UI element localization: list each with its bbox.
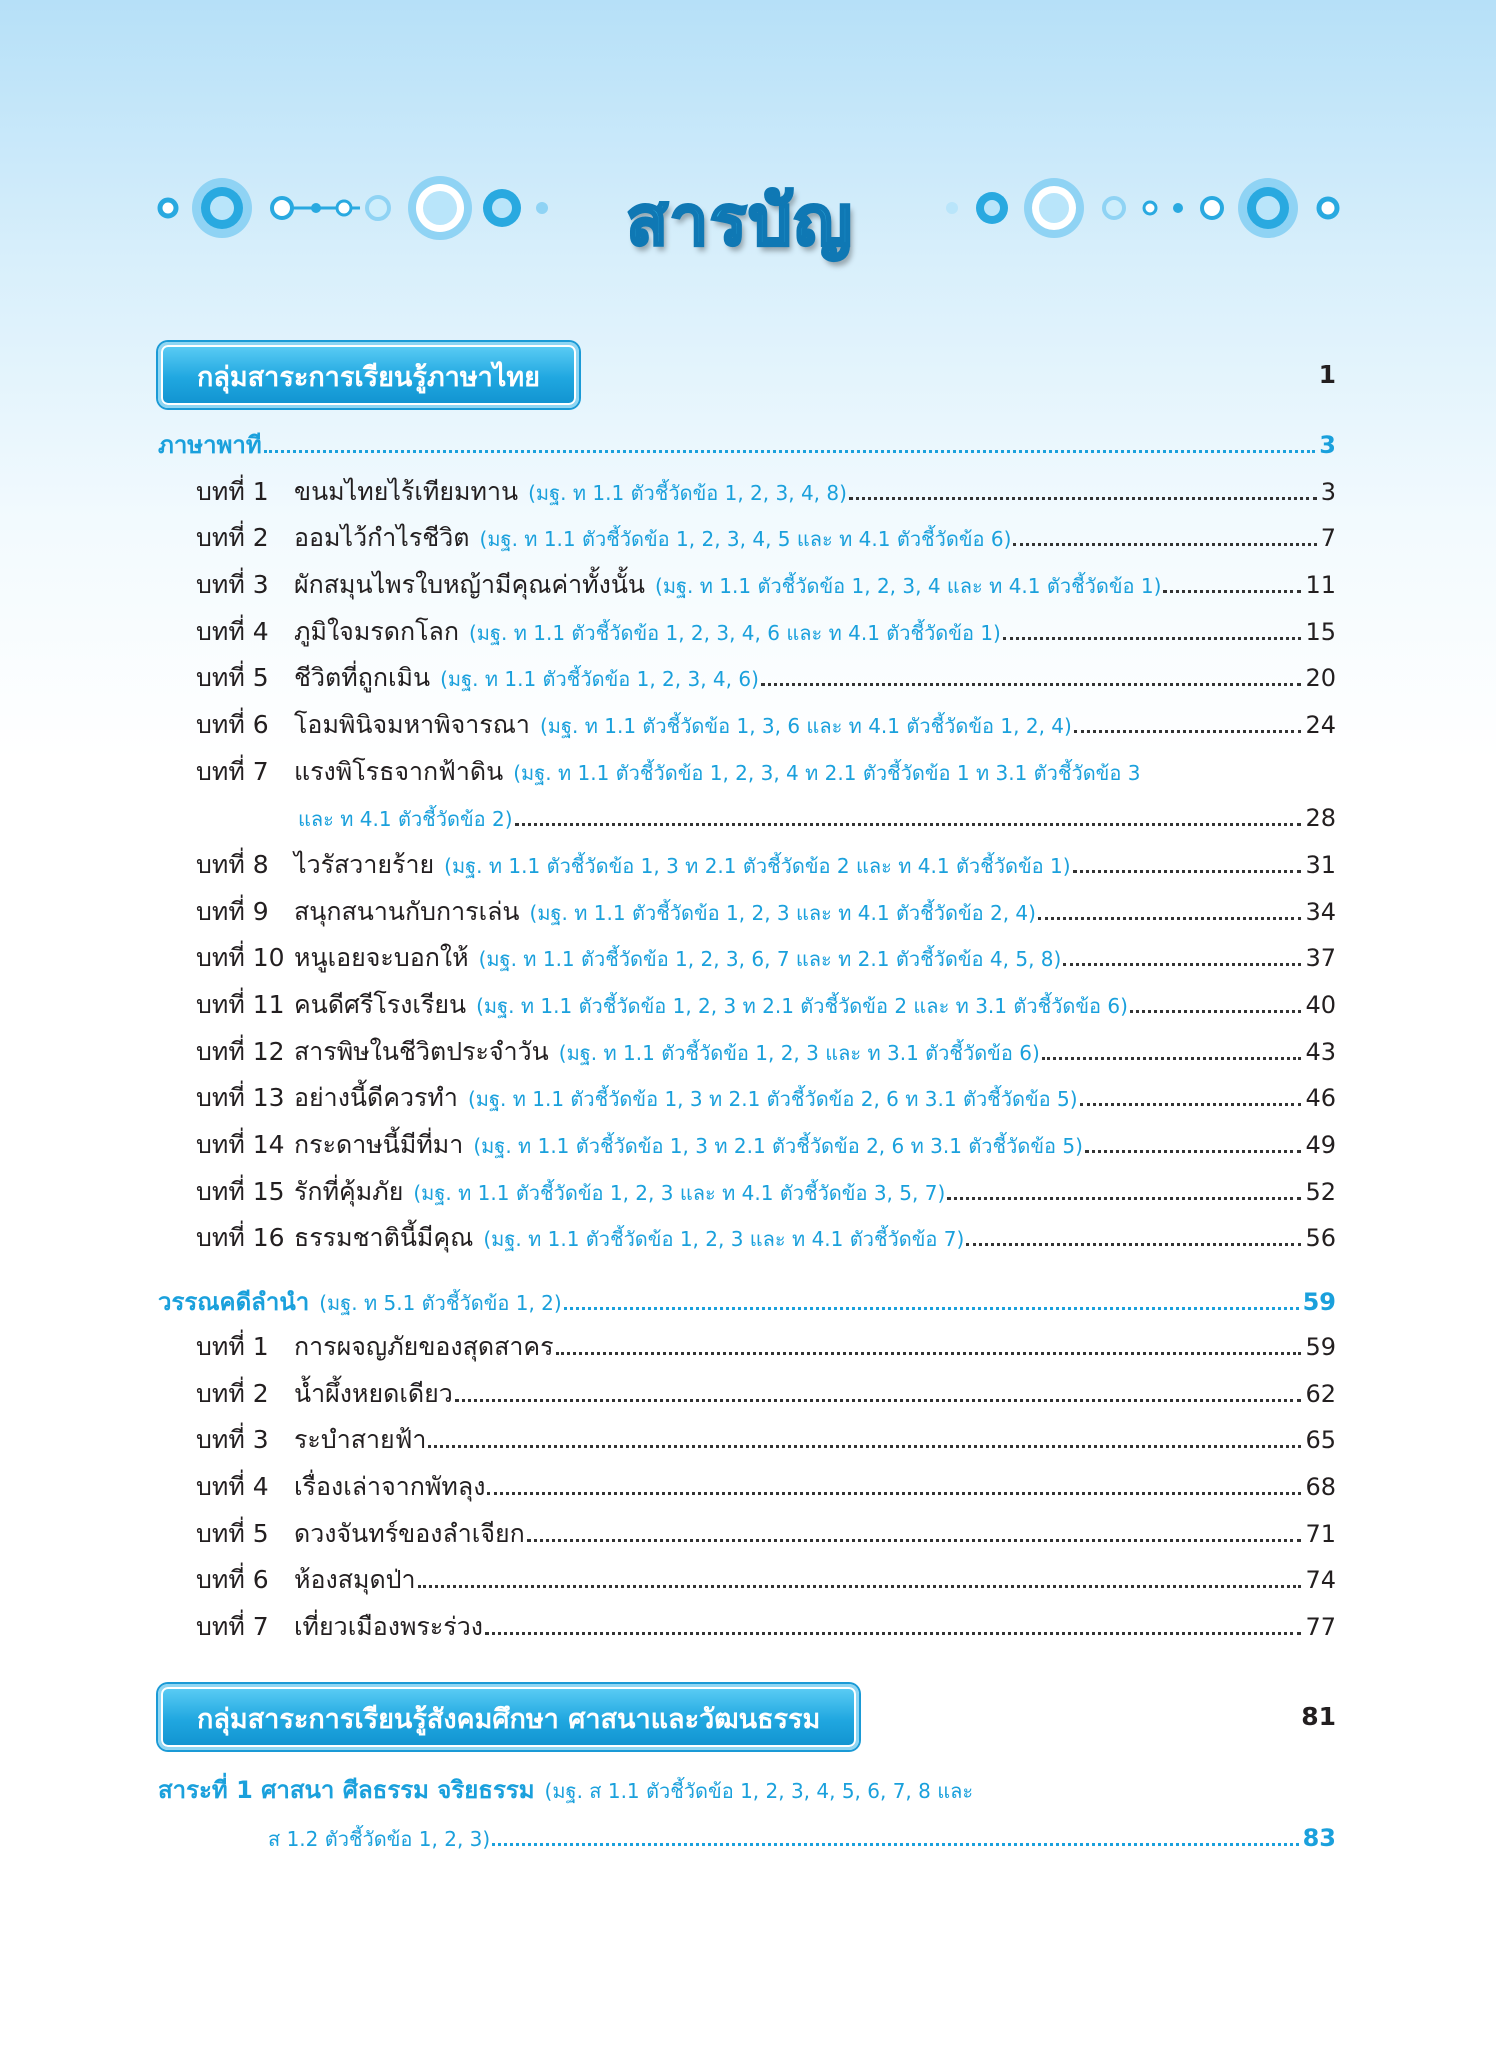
chapter-standard: (มฐ. ท 1.1 ตัวชี้วัดข้อ 1, 2, 3 และ ท 3.1 ตัวชี้วัดข้อ 6) bbox=[558, 1041, 1040, 1065]
leader-dots bbox=[1130, 1010, 1302, 1013]
page-number: 3 bbox=[1319, 431, 1336, 459]
chapter-title: เรื่องเล่าจากพัทลุง bbox=[294, 1472, 486, 1501]
chapter-standard: (มฐ. ท 1.1 ตัวชี้วัดข้อ 1, 2, 3, 4, 6 และ ท 4.1 ตัวชี้วัดข้อ 1) bbox=[468, 621, 1001, 645]
toc-entry[interactable] bbox=[196, 705, 1336, 745]
toc-section-continuation[interactable] bbox=[268, 1818, 1336, 1858]
leader-dots bbox=[515, 823, 1302, 826]
toc-entry[interactable] bbox=[196, 1172, 1336, 1212]
chapter-label: บทที่ 2 bbox=[196, 523, 269, 552]
chapter-label: บทที่ 13 bbox=[196, 1083, 285, 1112]
chapter-title: สนุกสนานกับการเล่น bbox=[294, 897, 520, 926]
chapter-title: การผจญภัยของสุดสาคร bbox=[294, 1332, 554, 1361]
chapter-title: เที่ยวเมืองพระร่วง bbox=[294, 1612, 483, 1641]
toc-entry[interactable] bbox=[196, 612, 1336, 652]
toc-entry[interactable] bbox=[196, 1374, 1336, 1414]
chapter-label: บทที่ 5 bbox=[196, 663, 269, 692]
chapter-label: บทที่ 4 bbox=[196, 1472, 269, 1501]
page-number: 46 bbox=[1305, 1084, 1336, 1112]
chapter-label: บทที่ 5 bbox=[196, 1519, 269, 1548]
leader-dots bbox=[1003, 637, 1302, 640]
chapter-title: ระบำสายฟ้า bbox=[294, 1425, 427, 1454]
leader-dots bbox=[564, 1307, 1299, 1310]
group-header-social-studies bbox=[158, 1684, 1336, 1756]
leader-dots bbox=[1080, 1103, 1302, 1106]
page-number: 71 bbox=[1305, 1520, 1336, 1548]
page-number: 37 bbox=[1305, 944, 1336, 972]
chapter-label: บทที่ 7 bbox=[196, 1612, 269, 1641]
toc-entry[interactable] bbox=[196, 1420, 1336, 1460]
toc-entry[interactable] bbox=[196, 1218, 1336, 1258]
leader-dots bbox=[1074, 730, 1302, 733]
chapter-title: ชีวิตที่ถูกเมิน bbox=[294, 663, 431, 692]
chapter-standard: (มฐ. ท 1.1 ตัวชี้วัดข้อ 1, 3 ท 2.1 ตัวชี้วัดข้อ 2 และ ท 4.1 ตัวชี้วัดข้อ 1) bbox=[444, 854, 1071, 878]
page-number: 62 bbox=[1305, 1380, 1336, 1408]
group-page-number: 1 bbox=[1318, 360, 1336, 389]
toc-entry[interactable] bbox=[196, 1032, 1336, 1072]
leader-dots bbox=[1013, 543, 1316, 546]
chapter-label: บทที่ 11 bbox=[196, 990, 285, 1019]
page-number: 65 bbox=[1305, 1426, 1336, 1454]
leader-dots bbox=[947, 1197, 1301, 1200]
leader-dots bbox=[966, 1243, 1301, 1246]
toc-entry[interactable] bbox=[196, 892, 1336, 932]
toc-entry[interactable] bbox=[196, 1078, 1336, 1118]
chapter-label: บทที่ 3 bbox=[196, 1425, 269, 1454]
chapter-label: บทที่ 3 bbox=[196, 570, 269, 599]
section-title: สาระที่ 1 ศาสนา ศีลธรรม จริยธรรม bbox=[158, 1776, 535, 1804]
chapter-title: หนูเอยจะบอกให้ bbox=[294, 943, 469, 972]
circle-decoration-right bbox=[940, 160, 1360, 260]
leader-dots bbox=[487, 1492, 1301, 1495]
chapter-title: รักที่คุ้มภัย bbox=[294, 1177, 404, 1206]
chapter-label: บทที่ 9 bbox=[196, 897, 269, 926]
chapter-label: บทที่ 4 bbox=[196, 617, 269, 646]
page-number: 59 bbox=[1305, 1333, 1336, 1361]
page-number: 56 bbox=[1305, 1224, 1336, 1252]
page-number: 31 bbox=[1305, 851, 1336, 879]
leader-dots bbox=[1073, 870, 1302, 873]
toc-entry[interactable] bbox=[196, 1560, 1336, 1600]
section-standard: (มฐ. ส 1.1 ตัวชี้วัดข้อ 1, 2, 3, 4, 5, 6, 7, 8 และ bbox=[544, 1779, 974, 1803]
chapter-title: แรงพิโรธจากฟ้าดิน bbox=[294, 757, 504, 786]
page-number: 49 bbox=[1305, 1131, 1336, 1159]
page-number: 59 bbox=[1302, 1288, 1336, 1316]
chapter-standard: (มฐ. ท 1.1 ตัวชี้วัดข้อ 1, 3 ท 2.1 ตัวชี้วัดข้อ 2, 6 ท 3.1 ตัวชี้วัดข้อ 5) bbox=[473, 1134, 1083, 1158]
chapter-title: กระดาษนี้มีที่มา bbox=[294, 1130, 464, 1159]
chapter-standard: (มฐ. ท 1.1 ตัวชี้วัดข้อ 1, 2, 3 และ ท 4.1 ตัวชี้วัดข้อ 3, 5, 7) bbox=[413, 1181, 946, 1205]
chapter-title: ภูมิใจมรดกโลก bbox=[294, 617, 459, 646]
chapter-standard: (มฐ. ท 1.1 ตัวชี้วัดข้อ 1, 2, 3 และ ท 4.1 ตัวชี้วัดข้อ 7) bbox=[483, 1227, 965, 1251]
toc-entry[interactable] bbox=[196, 1467, 1336, 1507]
leader-dots bbox=[556, 1352, 1302, 1355]
chapter-standard: (มฐ. ท 1.1 ตัวชี้วัดข้อ 1, 2, 3, 4 และ ท 4.1 ตัวชี้วัดข้อ 1) bbox=[655, 574, 1162, 598]
group-header-thai bbox=[158, 342, 1336, 414]
leader-dots bbox=[418, 1585, 1302, 1588]
chapter-label: บทที่ 1 bbox=[196, 477, 269, 506]
chapter-label: บทที่ 8 bbox=[196, 850, 269, 879]
chapter-title: ขนมไทยไร้เทียมทาน bbox=[294, 477, 519, 506]
leader-dots bbox=[428, 1445, 1301, 1448]
toc-entry[interactable] bbox=[196, 565, 1336, 605]
toc-section[interactable] bbox=[158, 1770, 1336, 1810]
chapter-standard: (มฐ. ท 1.1 ตัวชี้วัดข้อ 1, 2, 3, 4, 8) bbox=[528, 481, 847, 505]
leader-dots bbox=[1038, 917, 1301, 920]
leader-dots bbox=[455, 1399, 1302, 1402]
chapter-title: น้ำผึ้งหยดเดียว bbox=[294, 1379, 453, 1408]
toc-section[interactable] bbox=[158, 1282, 1336, 1322]
chapter-label: บทที่ 10 bbox=[196, 943, 285, 972]
page-number: 43 bbox=[1305, 1038, 1336, 1066]
toc-entry[interactable] bbox=[196, 1327, 1336, 1367]
title-row bbox=[0, 160, 1496, 260]
chapter-label: บทที่ 6 bbox=[196, 710, 269, 739]
toc-entry[interactable] bbox=[196, 1125, 1336, 1165]
chapter-title: สารพิษในชีวิตประจำวัน bbox=[294, 1037, 549, 1066]
group-label-box: กลุ่มสาระการเรียนรู้ภาษาไทย bbox=[158, 342, 579, 408]
toc-entry[interactable] bbox=[196, 1514, 1336, 1554]
page-number: 20 bbox=[1305, 664, 1336, 692]
chapter-standard-continued: และ ท 4.1 ตัวชี้วัดข้อ 2) bbox=[298, 807, 513, 831]
chapter-label: บทที่ 7 bbox=[196, 757, 269, 786]
toc-entry[interactable] bbox=[196, 472, 1336, 512]
chapter-title: โอมพินิจมหาพิจารณา bbox=[294, 710, 530, 739]
chapter-standard: (มฐ. ท 1.1 ตัวชี้วัดข้อ 1, 3, 6 และ ท 4.1 ตัวชี้วัดข้อ 1, 2, 4) bbox=[539, 714, 1072, 738]
chapter-label: บทที่ 12 bbox=[196, 1037, 285, 1066]
page-title: สารบัญ bbox=[626, 182, 854, 261]
group-label-box: กลุ่มสาระการเรียนรู้สังคมศึกษา ศาสนาและวัฒนธรรม bbox=[158, 1684, 859, 1750]
chapter-label: บทที่ 15 bbox=[196, 1177, 285, 1206]
toc-section[interactable] bbox=[158, 425, 1336, 465]
leader-dots bbox=[761, 683, 1302, 686]
chapter-standard: (มฐ. ท 1.1 ตัวชี้วัดข้อ 1, 2, 3, 6, 7 และ ท 2.1 ตัวชี้วัดข้อ 4, 5, 8) bbox=[478, 947, 1062, 971]
page-number: 68 bbox=[1305, 1473, 1336, 1501]
leader-dots bbox=[1163, 590, 1301, 593]
leader-dots bbox=[492, 1843, 1298, 1846]
page-number: 40 bbox=[1305, 991, 1336, 1019]
chapter-title: ผักสมุนไพรใบหญ้ามีคุณค่าทั้งนั้น bbox=[294, 570, 646, 599]
toc-entry[interactable] bbox=[196, 752, 1336, 792]
chapter-title: คนดีศรีโรงเรียน bbox=[294, 990, 467, 1019]
section-title: วรรณคดีลำนำ bbox=[158, 1288, 310, 1316]
leader-dots bbox=[1063, 963, 1301, 966]
chapter-title: ไวรัสวายร้าย bbox=[294, 850, 435, 879]
page-number: 7 bbox=[1320, 524, 1336, 552]
chapter-standard: (มฐ. ท 1.1 ตัวชี้วัดข้อ 1, 2, 3, 4, 6) bbox=[440, 667, 759, 691]
chapter-label: บทที่ 16 bbox=[196, 1223, 285, 1252]
leader-dots bbox=[1085, 1150, 1302, 1153]
leader-dots bbox=[1042, 1057, 1302, 1060]
chapter-standard: (มฐ. ท 1.1 ตัวชี้วัดข้อ 1, 2, 3, 4, 5 และ ท 4.1 ตัวชี้วัดข้อ 6) bbox=[479, 527, 1012, 551]
chapter-title: อย่างนี้ดีควรทำ bbox=[294, 1083, 458, 1112]
chapter-title: ดวงจันทร์ของลำเจียก bbox=[294, 1519, 525, 1548]
circle-decoration-left bbox=[150, 160, 570, 260]
chapter-label: บทที่ 6 bbox=[196, 1565, 269, 1594]
page-number: 15 bbox=[1305, 618, 1336, 646]
chapter-standard: (มฐ. ท 1.1 ตัวชี้วัดข้อ 1, 3 ท 2.1 ตัวชี้วัดข้อ 2, 6 ท 3.1 ตัวชี้วัดข้อ 5) bbox=[467, 1087, 1078, 1111]
page-number: 24 bbox=[1305, 711, 1336, 739]
toc-entry[interactable] bbox=[196, 938, 1336, 978]
section-standard-continued: ส 1.2 ตัวชี้วัดข้อ 1, 2, 3) bbox=[268, 1827, 491, 1851]
chapter-title: ธรรมชาตินี้มีคุณ bbox=[294, 1223, 474, 1252]
chapter-title: ห้องสมุดป่า bbox=[294, 1565, 416, 1594]
section-standard: (มฐ. ท 5.1 ตัวชี้วัดข้อ 1, 2) bbox=[319, 1291, 562, 1315]
page-number: 52 bbox=[1305, 1178, 1336, 1206]
page-number: 28 bbox=[1305, 804, 1336, 832]
page-number: 77 bbox=[1305, 1613, 1336, 1641]
toc-entry[interactable] bbox=[196, 658, 1336, 698]
chapter-label: บทที่ 2 bbox=[196, 1379, 269, 1408]
leader-dots bbox=[849, 497, 1317, 500]
page-number: 3 bbox=[1320, 478, 1336, 506]
toc-entry[interactable] bbox=[196, 845, 1336, 885]
section-title: ภาษาพาที bbox=[158, 431, 262, 459]
leader-dots bbox=[485, 1632, 1301, 1635]
leader-dots bbox=[264, 450, 1316, 453]
chapter-title: ออมไว้กำไรชีวิต bbox=[294, 523, 470, 552]
chapter-label: บทที่ 14 bbox=[196, 1130, 285, 1159]
chapter-standard: (มฐ. ท 1.1 ตัวชี้วัดข้อ 1, 2, 3 ท 2.1 ตัวชี้วัดข้อ 2 และ ท 3.1 ตัวชี้วัดข้อ 6) bbox=[476, 994, 1128, 1018]
toc-entry[interactable] bbox=[196, 1607, 1336, 1647]
chapter-label: บทที่ 1 bbox=[196, 1332, 269, 1361]
page-number: 74 bbox=[1305, 1566, 1336, 1594]
page-number: 11 bbox=[1305, 571, 1336, 599]
group-page-number: 81 bbox=[1301, 1702, 1336, 1731]
leader-dots bbox=[527, 1539, 1302, 1542]
page-number: 34 bbox=[1305, 898, 1336, 926]
toc-entry[interactable] bbox=[196, 985, 1336, 1025]
chapter-standard: (มฐ. ท 1.1 ตัวชี้วัดข้อ 1, 2, 3 และ ท 4.1 ตัวชี้วัดข้อ 2, 4) bbox=[529, 901, 1036, 925]
toc-entry[interactable] bbox=[196, 518, 1336, 558]
toc-entry-continuation[interactable] bbox=[298, 798, 1336, 838]
page-number: 83 bbox=[1302, 1824, 1336, 1852]
chapter-standard: (มฐ. ท 1.1 ตัวชี้วัดข้อ 1, 2, 3, 4 ท 2.1 ตัวชี้วัดข้อ 1 ท 3.1 ตัวชี้วัดข้อ 3 bbox=[513, 761, 1141, 785]
